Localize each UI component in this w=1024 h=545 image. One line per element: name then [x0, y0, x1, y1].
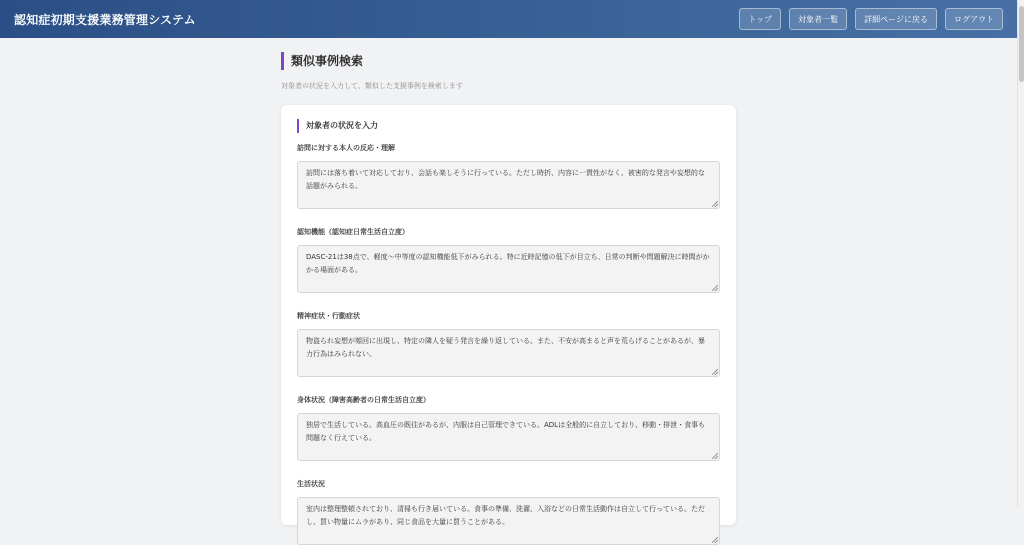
resize-handle-icon[interactable]	[712, 453, 718, 459]
textarea-value: DASC-21は38点で、軽度〜中等度の認知機能低下がみられる。特に近時記憶の低下が目立ち、日常の判断や問題解決に時間がかかる場面がある。	[306, 253, 710, 274]
page-title: 類似事例検索	[281, 52, 736, 70]
input-card	[281, 105, 736, 525]
resize-handle-icon[interactable]	[712, 537, 718, 543]
resize-handle-icon[interactable]	[712, 285, 718, 291]
textarea-value: 訪問には落ち着いて対応しており、会話も楽しそうに行っている。ただし時折、内容に一貫性がなく、被害的な発言や妄想的な話題がみられる。	[306, 169, 705, 190]
field-label: 精神症状・行動症状	[297, 312, 360, 320]
app-title: 認知症初期支援業務管理システム	[14, 12, 196, 27]
textarea-value: 室内は整理整頓されており、清掃も行き届いている。食事の準備、洗濯、入浴などの日常生活動作は自立して行っている。ただし、買い物量にムラがあり、同じ食品を大量に買うことがある。	[306, 505, 705, 526]
field-label: 生活状況	[297, 480, 325, 488]
cognitive-function-textarea[interactable]	[297, 245, 720, 293]
field-visit-reaction	[297, 143, 720, 209]
main-content	[281, 38, 736, 525]
page-scrollbar[interactable]	[1017, 0, 1024, 507]
textarea-value: 独居で生活している。高血圧の既往があるが、内服は自己管理できている。ADLは全般的に自立しており、移動・排泄・食事も問題なく行えている。	[306, 421, 706, 442]
field-label: 身体状況（障害高齢者の日常生活自立度）	[297, 396, 430, 404]
scrollbar-thumb[interactable]	[1019, 6, 1024, 82]
nav-logout-button[interactable]: ログアウト	[945, 8, 1003, 30]
nav-back-to-detail-button[interactable]: 詳細ページに戻る	[855, 8, 937, 30]
resize-handle-icon[interactable]	[712, 369, 718, 375]
app-header	[0, 0, 1017, 38]
resize-handle-icon[interactable]	[712, 201, 718, 207]
nav-subject-list-button[interactable]: 対象者一覧	[789, 8, 847, 30]
field-living-situation	[297, 479, 720, 545]
page-subtitle: 対象者の状況を入力して、類似した支援事例を検索します	[281, 82, 463, 90]
field-label: 認知機能（認知症日常生活自立度）	[297, 228, 409, 236]
header-nav	[739, 8, 1003, 30]
field-cognitive-function	[297, 227, 720, 293]
living-situation-textarea[interactable]	[297, 497, 720, 545]
nav-top-button[interactable]: トップ	[739, 8, 781, 30]
visit-reaction-textarea[interactable]	[297, 161, 720, 209]
psychiatric-symptoms-textarea[interactable]	[297, 329, 720, 377]
field-psychiatric-symptoms	[297, 311, 720, 377]
card-title: 対象者の状況を入力	[297, 119, 720, 133]
field-label: 訪問に対する本人の反応・理解	[297, 144, 395, 152]
field-physical-condition	[297, 395, 720, 461]
textarea-value: 物盗られ妄想が頻回に出現し、特定の隣人を疑う発言を繰り返している。また、不安が高まると声を荒らげることがあるが、暴力行為はみられない。	[306, 337, 705, 358]
physical-condition-textarea[interactable]	[297, 413, 720, 461]
